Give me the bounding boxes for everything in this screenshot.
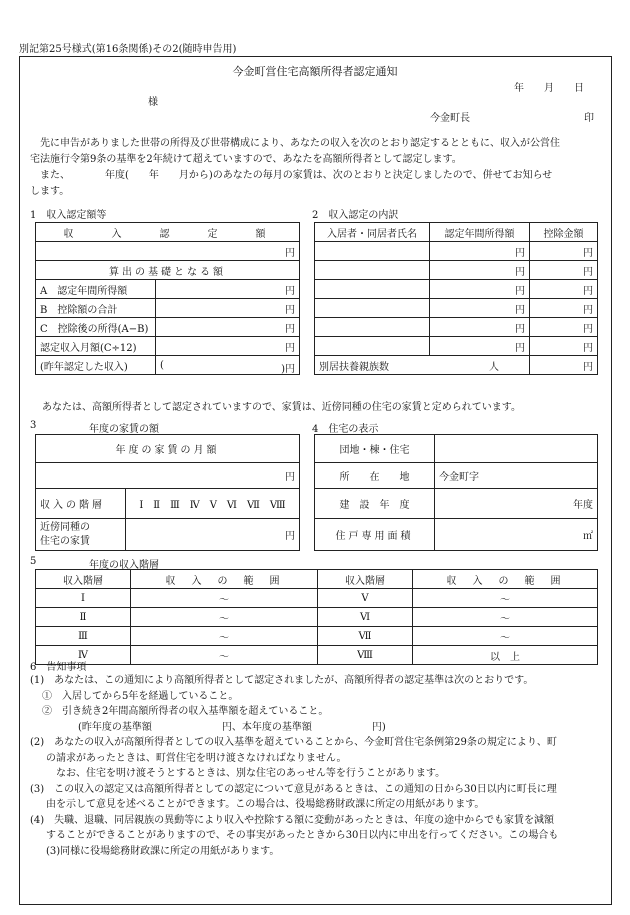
addressee-suffix: 様 — [148, 97, 158, 108]
income-tier-table — [35, 569, 598, 665]
table-row: Ⅰ 〜 Ⅴ 〜 — [36, 589, 598, 608]
table-row: 住戸専用面積 ㎡ — [315, 519, 598, 551]
section-4-heading: 4 住宅の表示 — [312, 424, 379, 435]
notice-line: (4) 失職、退職、同居親族の異動等により収入や控除する額に変動があったときは、年度の途中からでも家賃を減額 — [30, 814, 554, 826]
seal-mark: 印 — [584, 113, 594, 124]
notice-line: することができることがありますので、その事実があったときから30日以内に申出を行ってください。この場合も — [46, 830, 559, 841]
notice-line: (3) この収入の認定又は高額所得者としての認定について意見があるときは、この通知の日から30日以内に町長に理 — [30, 783, 557, 795]
income-breakdown-table — [314, 222, 598, 375]
notice-line: の請求があったときは、町営住宅を明け渡さなければなりません。 — [46, 752, 347, 764]
table-row: 近傍同種の 住宅の家賃 円 — [36, 519, 300, 551]
notice-line: (1) あなたは、この通知により高額所得者として認定されましたが、高額所得者の認定基準は次のとおりです。 — [30, 675, 534, 686]
notice-line: なお、住宅を明け渡そうとするときは、別な住宅のあっせん等を行うことがあります。 — [56, 768, 446, 779]
section-3-number: 3 — [30, 420, 37, 431]
table-row: 所 在 地 今金町字 — [315, 463, 598, 489]
table-row: 円 円 — [315, 299, 598, 318]
table-row: 収入階層 収 入 の 範 囲 収入階層 収 入 の 範 囲 — [36, 570, 598, 589]
section-2-heading: 2 収入認定の内訳 — [312, 210, 399, 221]
table-row: 円 円 — [315, 337, 598, 356]
housing-table — [314, 434, 598, 551]
rent-table — [35, 434, 300, 551]
section-3-heading: 年度の家賃の額 — [89, 424, 159, 435]
table-row: (昨年認定した収入) ( )円 — [36, 356, 300, 375]
basis-label: 算出の基礎となる額 — [36, 261, 300, 280]
notice-items — [30, 673, 605, 859]
section-1-heading: 1 収入認定額等 — [30, 210, 107, 221]
table-row: 円 円 — [315, 242, 598, 261]
table-row: Ⅱ 〜 Ⅵ 〜 — [36, 608, 598, 627]
income-value: 円 — [36, 242, 300, 261]
table-row: 建 設 年 度 年度 — [315, 489, 598, 519]
table-row: 入居者・同居者氏名 認定年間所得額 控除金額 — [315, 223, 598, 242]
table-row: 収入の階層 Ⅰ Ⅱ Ⅲ Ⅳ Ⅴ Ⅵ Ⅶ Ⅷ — [36, 489, 300, 519]
table-row: 団地・棟・住宅 — [315, 435, 598, 463]
table-row: 認定収入月額(C÷12) 円 — [36, 337, 300, 356]
table-row — [36, 223, 300, 242]
table-row: Ⅳ 〜 Ⅷ 以 上 — [36, 646, 598, 665]
issuer-name: 今金町長 — [430, 113, 470, 124]
section-5-heading: 年度の収入階層 — [89, 560, 159, 571]
table-row: C 控除後の所得(A−B) 円 — [36, 318, 300, 337]
notice-line: (2) あなたの収入が高額所得者としての収入基準を超えていることから、今金町営住宅条例第29条の規定により、町 — [30, 737, 557, 748]
notice-line: ① 入居してから5年を経過していること。 — [42, 690, 239, 702]
table-row: 円 — [36, 463, 300, 489]
income-label: 収 入 認 定 額 — [36, 223, 300, 242]
section-6-heading: 6 告知事項 — [30, 662, 87, 673]
table-row: 別居扶養親族数 人 円 — [315, 356, 598, 375]
section-5-number: 5 — [30, 556, 37, 567]
notice-line: ② 引き続き2年間高額所得者の収入基準額を超えていること。 — [42, 706, 329, 717]
notice-sentence: あなたは、高額所得者として認定されていますので、家賃は、近傍同種の住宅の家賃と定められています。 — [42, 402, 521, 413]
intro-text: 先に申告がありました世帯の所得及び世帯構成により、あなたの収入を次のとおり認定するとともに、収入が公営住 宅法施行令第9条の基準を2年続けて超えていますので、あなたを高額所得者として認定します。 また、 年度( 年 月から)のあなたの毎月の家賃は、次のとおりと決定しましたので、併せてお知らせ します。 — [30, 138, 560, 197]
table-row: B 控除額の合計 円 — [36, 299, 300, 318]
table-row: Ⅲ 〜 Ⅶ 〜 — [36, 627, 598, 646]
notice-line: (昨年度の基準額 円、本年度の基準額 円) — [78, 721, 386, 733]
date-line: 年 月 日 — [514, 83, 584, 94]
table-row: 円 円 — [315, 261, 598, 280]
table-row: A 認定年間所得額 円 — [36, 280, 300, 299]
table-row: 円 円 — [315, 318, 598, 337]
income-table — [35, 222, 300, 375]
table-row — [36, 261, 300, 280]
document-title: 今金町営住宅高額所得者認定通知 — [232, 65, 398, 78]
form-label: 別記第25号様式(第16条関係)その2(随時申告用) — [19, 44, 237, 55]
notice-line: (3)同様に役場総務財政課に所定の用紙があります。 — [46, 845, 280, 857]
table-row: 年度の家賃の月額 — [36, 435, 300, 463]
table-row — [36, 242, 300, 261]
notice-line: 由を示して意見を述べることができます。この場合は、役場総務財政課に所定の用紙があります。 — [46, 799, 485, 810]
table-row: 円 円 — [315, 280, 598, 299]
